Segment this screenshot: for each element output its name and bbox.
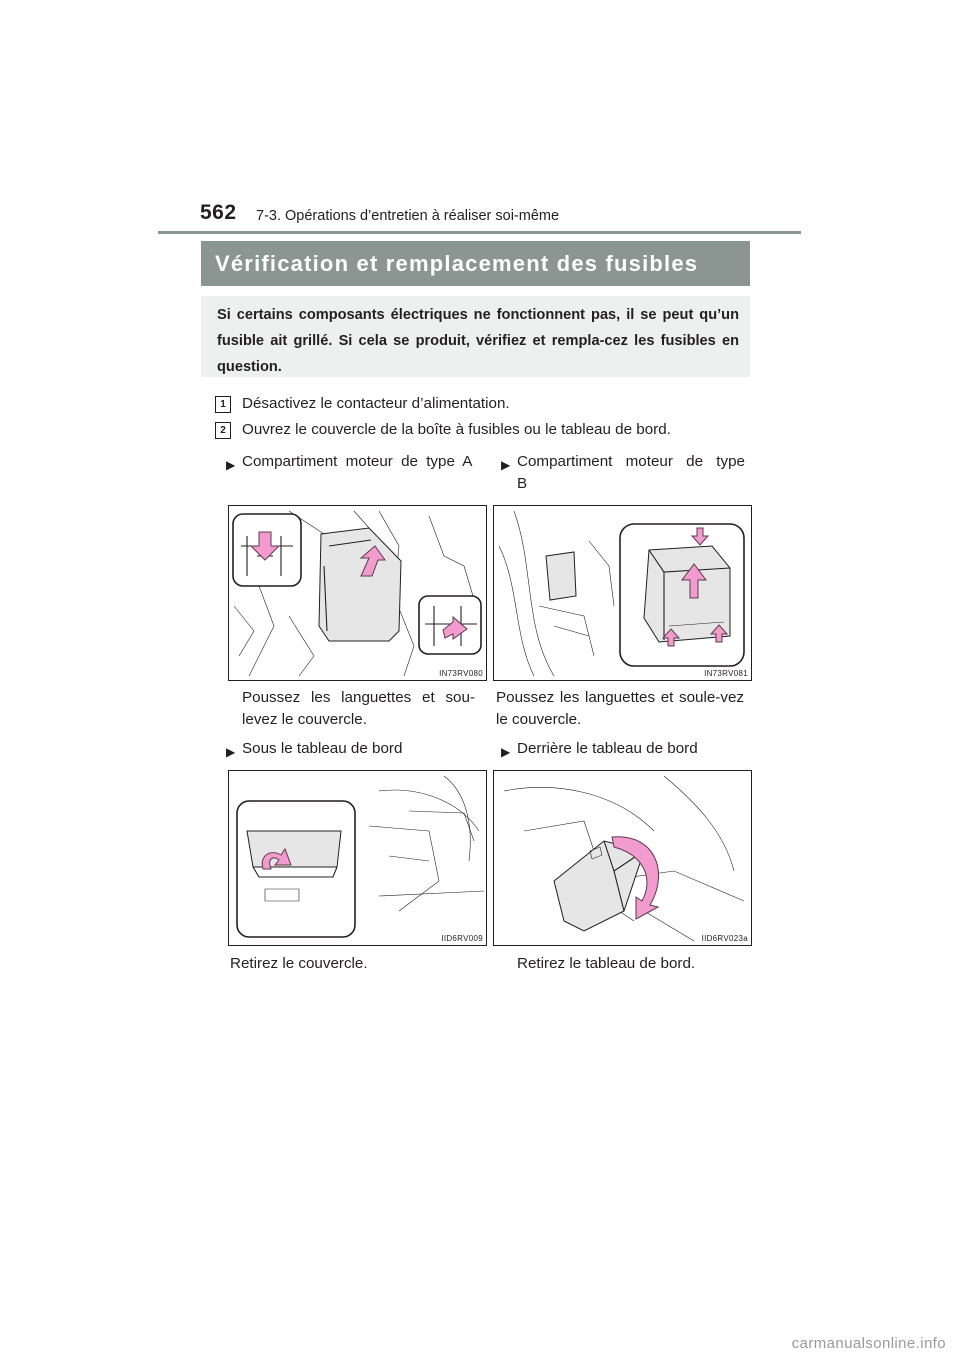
figure-engine-type-b <box>493 505 752 681</box>
panel-heading-a: ▶ Compartiment moteur de type A <box>242 451 476 473</box>
panel-heading-under-dash: ▶ Sous le tableau de bord <box>242 738 402 760</box>
figure-behind-dashboard <box>493 770 752 946</box>
triangle-bullet-icon: ▶ <box>226 745 236 759</box>
figure-under-dashboard <box>228 770 487 946</box>
figure-code: IN73RV081 <box>704 669 748 678</box>
figure-code: IN73RV080 <box>439 669 483 678</box>
step-number-2: 2 <box>215 422 231 439</box>
caption-under-dashboard: Retirez le couvercle. <box>230 955 368 972</box>
panel-heading-b: ▶ Compartiment moteur de type B <box>501 453 745 492</box>
behind-dashboard-illustration <box>494 771 751 945</box>
figure-code: IID6RV009 <box>441 934 483 943</box>
figure-code: IID6RV023a <box>701 934 748 943</box>
figure-engine-type-a <box>228 505 487 681</box>
watermark: carmanualsonline.info <box>791 1335 946 1352</box>
page-title: Vérification et remplacement des fusibles <box>215 251 699 276</box>
section-header: 7-3. Opérations d’entretien à réaliser soi-même <box>256 208 560 224</box>
panel-heading-behind-dash: ▶ Derrière le tableau de bord <box>517 738 698 760</box>
engine-type-a-illustration <box>229 506 486 680</box>
step-number-1: 1 <box>215 396 231 413</box>
page-number: 562 <box>200 201 237 224</box>
triangle-bullet-icon: ▶ <box>501 458 511 472</box>
engine-type-b-illustration <box>494 506 751 680</box>
under-dashboard-illustration <box>229 771 486 945</box>
caption-engine-type-b: Poussez les languettes et soule-vez le couvercle. <box>496 689 744 728</box>
step-text-2: Ouvrez le couvercle de la boîte à fusibles ou le tableau de bord. <box>242 421 671 438</box>
header-rule <box>158 231 801 234</box>
caption-engine-type-a: Poussez les languettes et sou-levez le couvercle. <box>242 689 475 728</box>
triangle-bullet-icon: ▶ <box>226 458 236 472</box>
intro-text: Si certains composants électriques ne fonctionnent pas, il se peut qu’un fusible ait grillé. Si cela se produit, vérifiez et rempla-cez les fusibles en question. <box>217 307 739 375</box>
caption-behind-dashboard: Retirez le tableau de bord. <box>517 955 696 972</box>
triangle-bullet-icon: ▶ <box>501 745 511 759</box>
step-text-1: Désactivez le contacteur d’alimentation. <box>242 395 510 412</box>
